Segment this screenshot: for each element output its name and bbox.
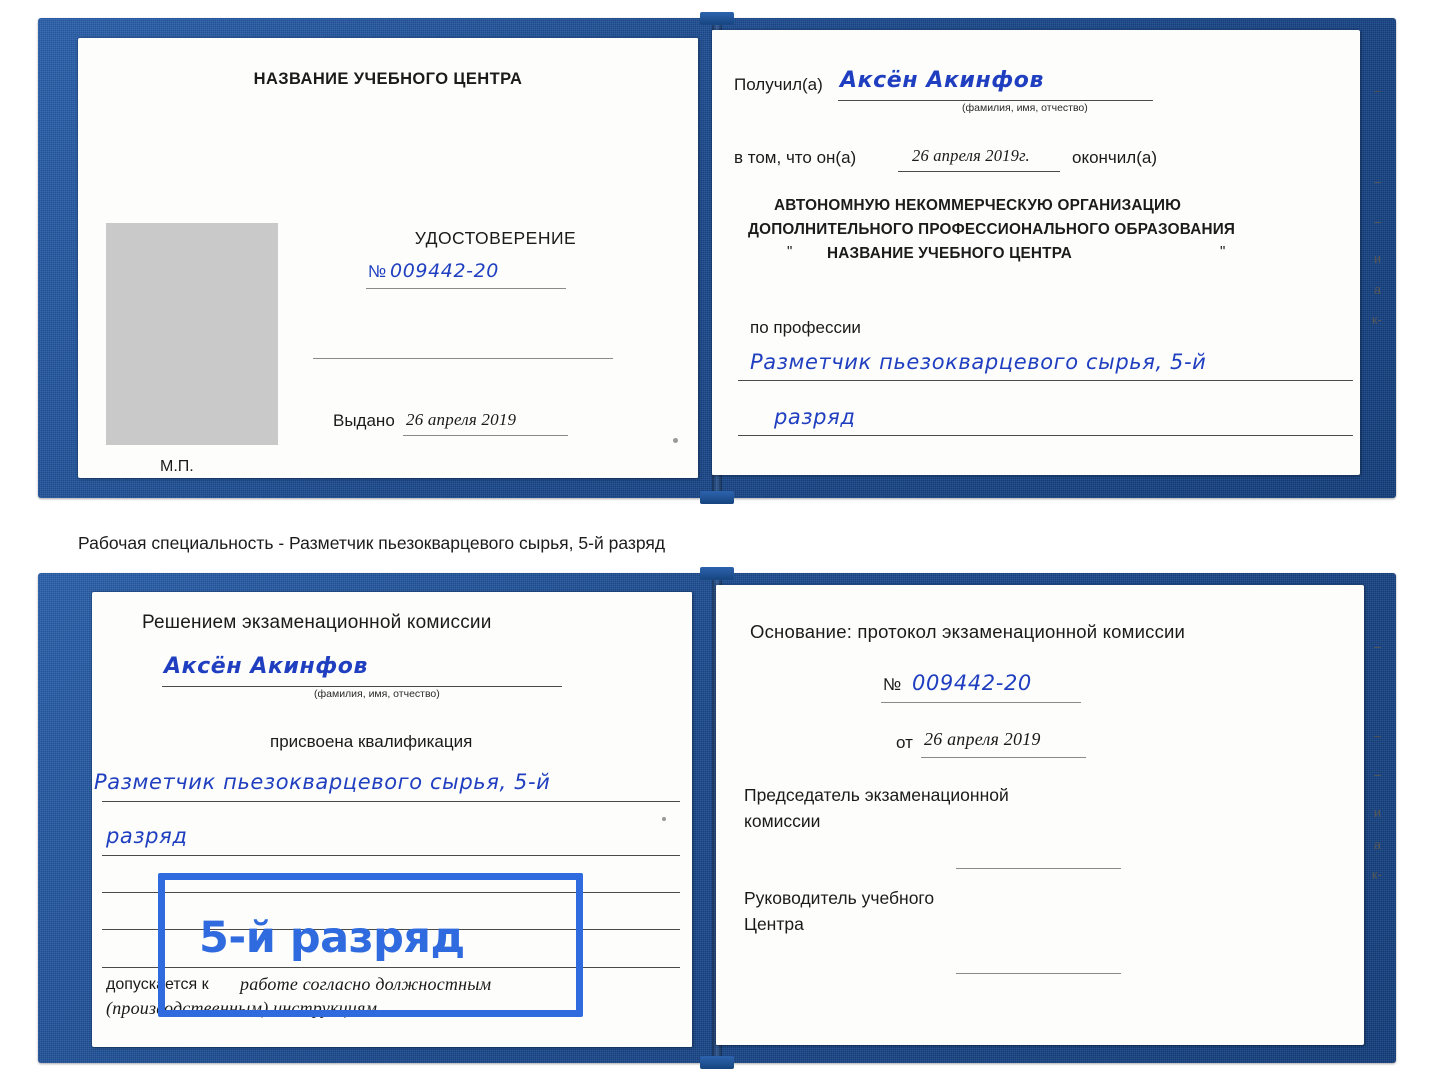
profession-label: по профессии: [750, 318, 861, 337]
that-he-label: в том, что он(а): [734, 148, 857, 167]
basis-label: Основание: протокол экзаменационной комиссии: [750, 621, 1186, 642]
page-edge-fragment: к-: [1372, 313, 1382, 327]
booklet-spine-nub-bottom: [700, 1056, 734, 1069]
chair-signature-rule: [956, 868, 1121, 869]
chair-label-line-2: комиссии: [744, 811, 821, 831]
certificate-bottom-right-page: [716, 585, 1364, 1045]
certificate-top-right-page: [712, 30, 1360, 475]
page-edge-fragment: –: [1374, 729, 1381, 743]
organization-name: НАЗВАНИЕ УЧЕБНОГО ЦЕНТРА: [827, 245, 1073, 262]
commission-decision-heading: Решением экзаменационной комиссии: [142, 612, 492, 633]
page-corner-mark: [662, 817, 666, 821]
protocol-date-rule: [921, 757, 1086, 758]
booklet-spine-nub-top: [700, 12, 734, 25]
received-hint: (фамилия, имя, отчество): [962, 102, 1088, 114]
qualification-line-1: Разметчик пьезокварцевого сырья, 5-й: [94, 770, 551, 794]
highlight-callout-text: 5-й разряд: [199, 913, 465, 963]
organization-quote-close: ": [1220, 243, 1226, 260]
completion-date-rule: [898, 171, 1060, 172]
chair-label-line-1: Председатель экзаменационной: [744, 785, 1009, 805]
received-label: Получил(а): [734, 75, 823, 94]
page-edge-fragment: к-: [1372, 868, 1382, 882]
holder-name-hint: (фамилия, имя, отчество): [314, 688, 440, 700]
page-edge-fragment: –: [1374, 84, 1381, 98]
page-title: НАЗВАНИЕ УЧЕБНОГО ЦЕНТРА: [253, 70, 523, 88]
document-type-label: УДОСТОВЕРЕНИЕ: [414, 228, 577, 248]
head-label-line-2: Центра: [744, 914, 804, 934]
qualification-label: присвоена квалификация: [270, 732, 473, 751]
allowed-label: допускается к: [106, 976, 209, 993]
number-rule: [366, 288, 566, 289]
protocol-number-label: №: [883, 675, 902, 694]
qualification-rule-2: [102, 855, 680, 856]
head-signature-rule: [956, 973, 1121, 974]
page-edge-fragment: а: [1374, 838, 1381, 852]
booklet-spine-nub-top: [700, 567, 734, 580]
photo-placeholder: [106, 223, 278, 445]
profession-value-line-1: Разметчик пьезокварцевого сырья, 5-й: [750, 350, 1207, 374]
head-label-line-1: Руководитель учебного: [744, 888, 935, 908]
stamp-label: М.П.: [160, 458, 194, 475]
protocol-date-value: 26 апреля 2019: [924, 729, 1041, 749]
issued-value: 26 апреля 2019: [406, 410, 517, 429]
page-edge-fragment: –: [1374, 175, 1381, 189]
profession-rule-2: [738, 435, 1353, 436]
certificate-number-value: 009442-20: [390, 260, 499, 282]
specialty-caption: Рабочая специальность - Разметчик пьезокварцевого сырья, 5-й разряд: [78, 533, 666, 553]
page-edge-fragment: –: [1374, 768, 1381, 782]
certificate-top-left-page: [78, 38, 698, 478]
blank-rule-1: [313, 358, 613, 359]
received-value: Аксён Акинфов: [840, 68, 1045, 93]
protocol-number-value: 009442-20: [912, 671, 1032, 695]
received-rule: [838, 100, 1153, 101]
holder-name-rule: [162, 686, 562, 687]
page-edge-fragment: и: [1374, 252, 1381, 266]
protocol-date-label: от: [896, 733, 913, 752]
issued-label: Выдано: [333, 411, 395, 430]
certificate-number-label: №: [368, 262, 387, 281]
page-edge-fragment: и: [1374, 806, 1381, 820]
protocol-number-rule: [881, 702, 1081, 703]
page-edge-fragment: а: [1374, 283, 1381, 297]
holder-name-value: Аксён Акинфов: [164, 654, 369, 679]
profession-rule-1: [738, 380, 1353, 381]
issued-rule: [403, 435, 568, 436]
organization-line-1: АВТОНОМНУЮ НЕКОММЕРЧЕСКУЮ ОРГАНИЗАЦИЮ: [774, 197, 1182, 214]
finished-label: окончил(а): [1072, 148, 1157, 167]
allowed-value-line-1: работе согласно должностным: [240, 974, 492, 994]
profession-value-line-2: разряд: [774, 405, 856, 429]
page-edge-fragment: –: [1374, 640, 1381, 654]
page-corner-mark: [673, 438, 678, 443]
booklet-spine-nub-bottom: [700, 491, 734, 504]
completion-date-value: 26 апреля 2019г.: [912, 146, 1030, 165]
organization-line-2: ДОПОЛНИТЕЛЬНОГО ПРОФЕССИОНАЛЬНОГО ОБРАЗОВАНИЯ: [748, 221, 1236, 238]
page-edge-fragment: –: [1374, 215, 1381, 229]
qualification-line-2: разряд: [106, 824, 188, 848]
organization-quote-open: ": [787, 243, 793, 260]
allowed-value-line-2: (производственным) инструкциям: [106, 998, 378, 1018]
qualification-rule-1: [102, 801, 680, 802]
